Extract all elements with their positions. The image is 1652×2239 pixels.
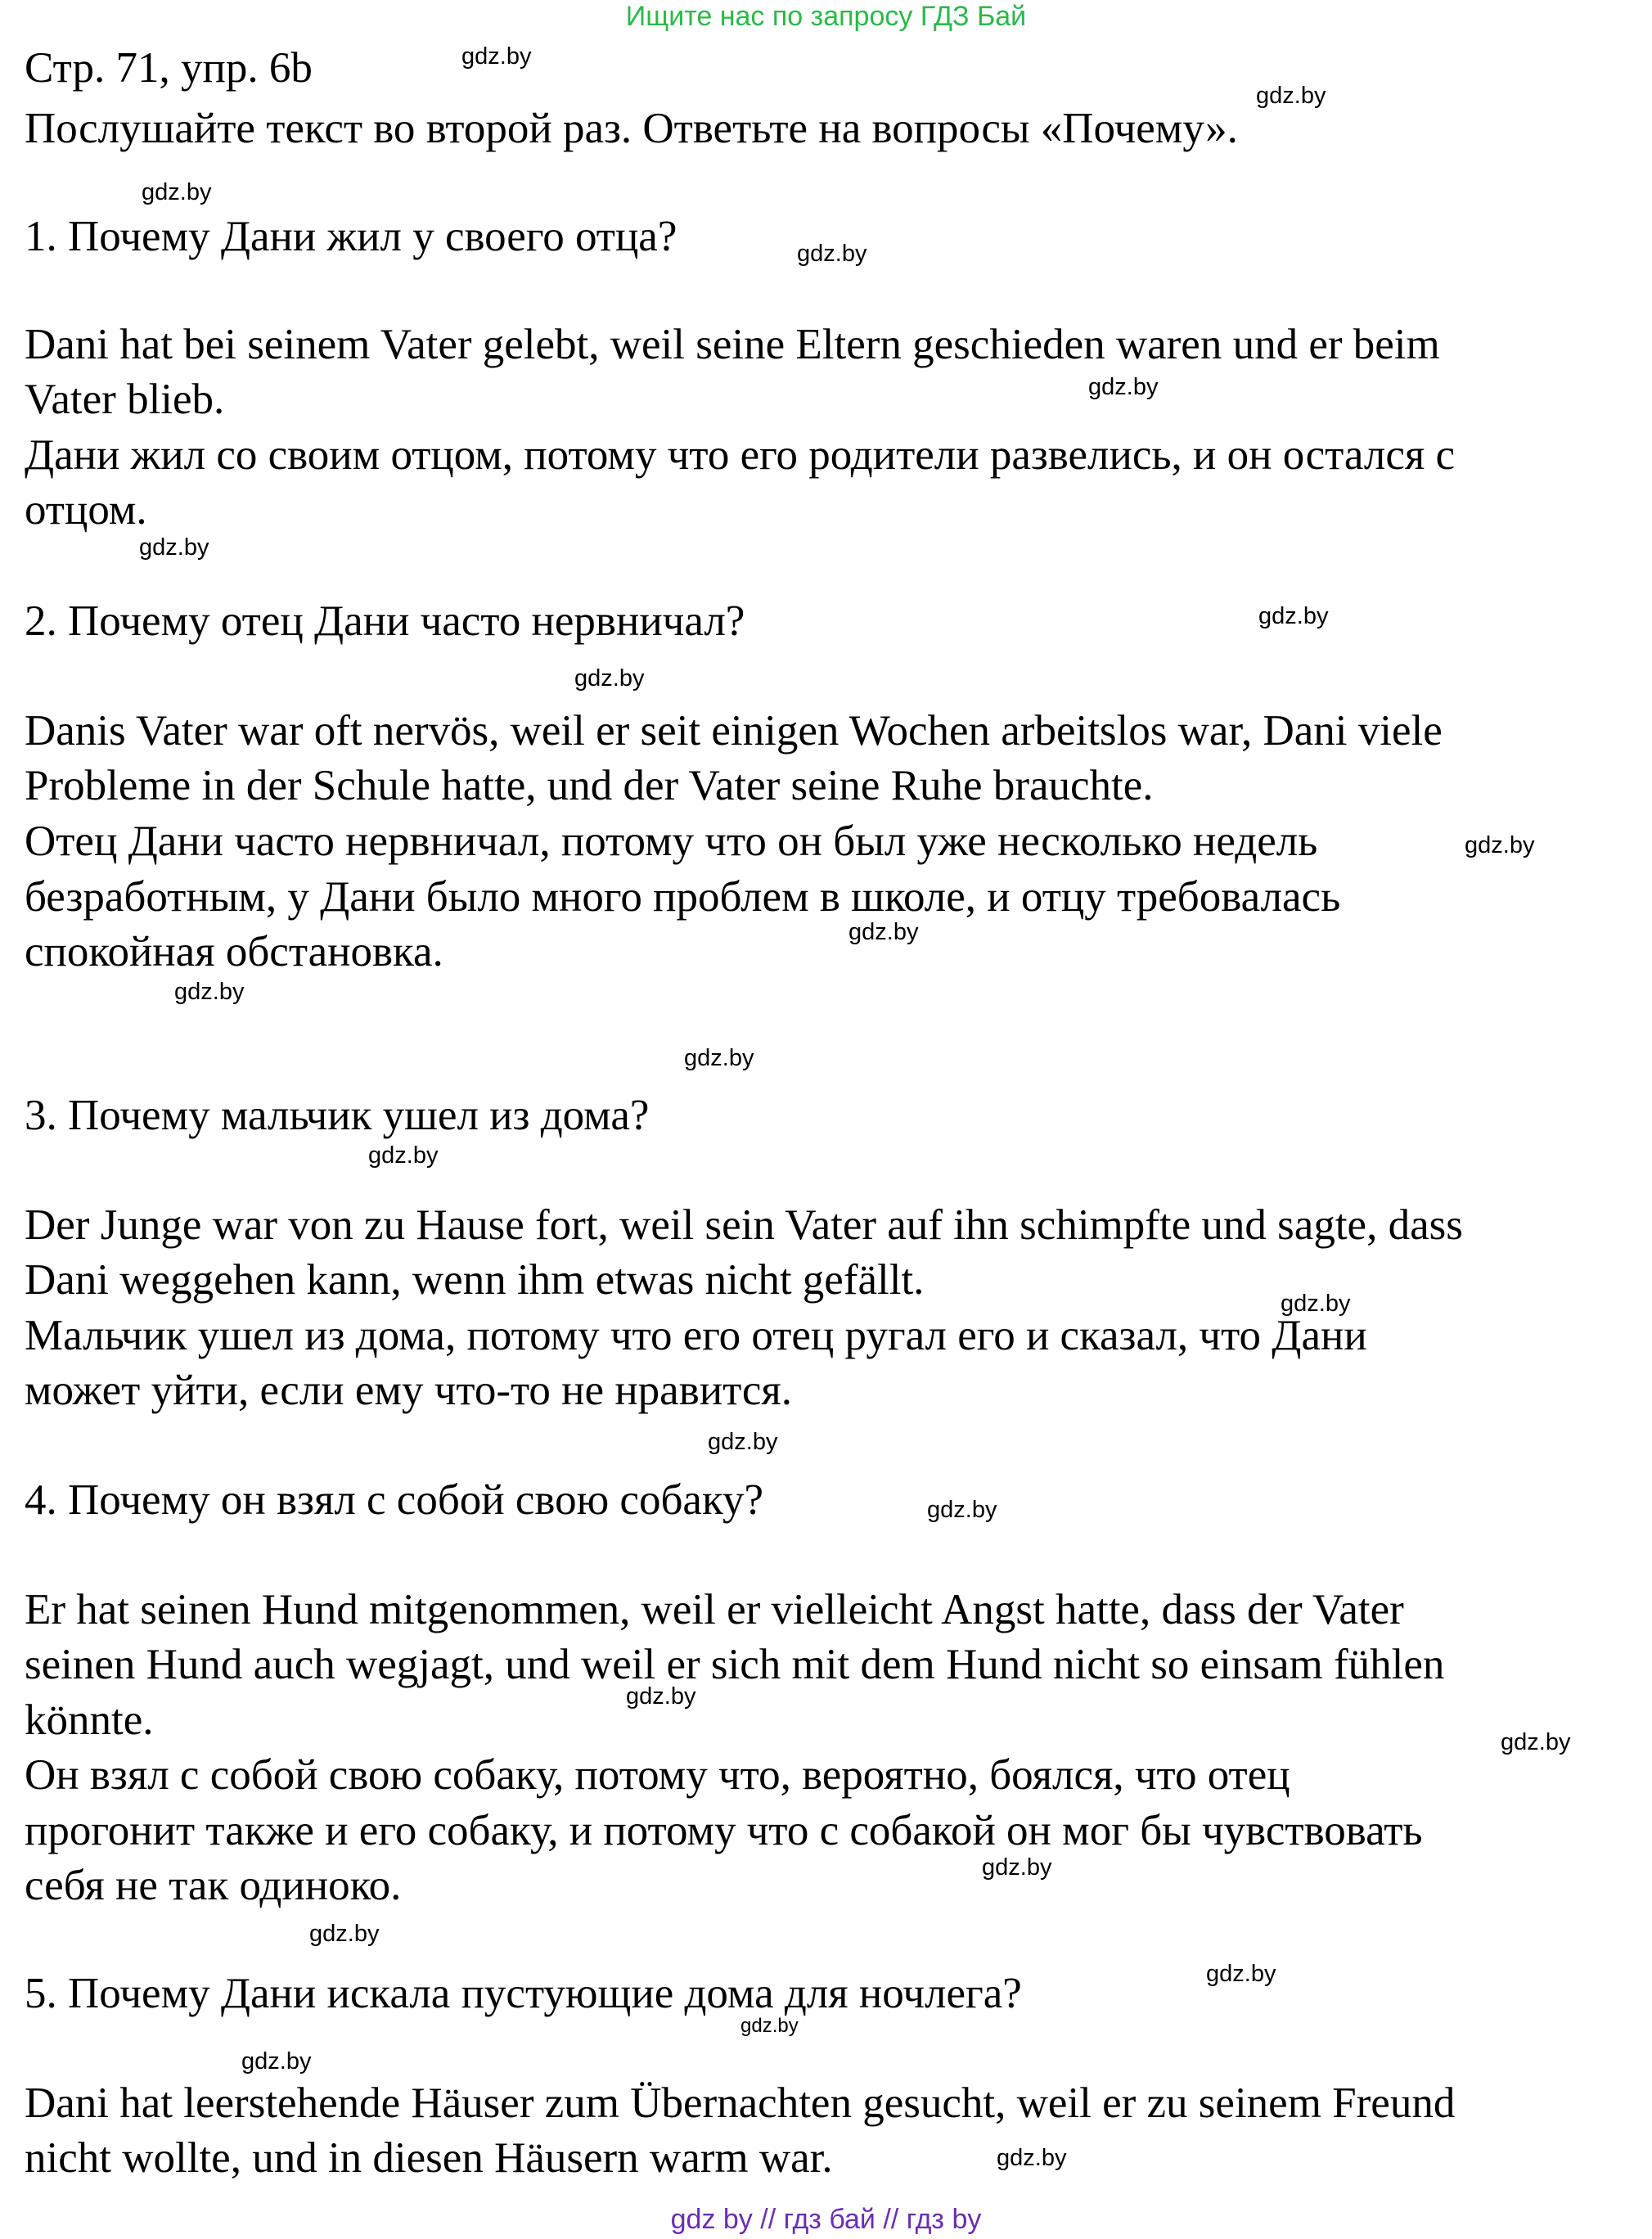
answer-1-ru-line-2: отцом. — [25, 486, 147, 534]
watermark: gdz.by — [982, 1854, 1052, 1881]
exercise-title: Стр. 71, упр. 6b — [25, 44, 313, 92]
answer-3-de-line-1: Der Junge war von zu Hause fort, weil sein Vater auf ihn schimpfte und sagte, dass — [25, 1201, 1463, 1249]
answer-3-ru-line-2: может уйти, если ему что-то не нравится. — [25, 1367, 793, 1414]
question-2: 2. Почему отец Дани часто нервничал? — [25, 597, 745, 645]
answer-2-ru-line-1: Отец Дани часто нервничал, потому что он был уже несколько недель — [25, 818, 1318, 865]
watermark: gdz.by — [997, 2145, 1067, 2171]
answer-1-de-line-1: Dani hat bei seinem Vater gelebt, weil seine Eltern geschieden waren und er beim — [25, 321, 1440, 368]
watermark: gdz.by — [368, 1142, 439, 1169]
footer-links: gdz by // гдз бай // гдз by — [670, 2204, 982, 2235]
task-instruction: Послушайте текст во второй раз. Ответьте на вопросы «Почему». — [25, 105, 1238, 152]
watermark: gdz.by — [1465, 832, 1535, 858]
question-3: 3. Почему мальчик ушел из дома? — [25, 1092, 650, 1139]
question-4: 4. Почему он взял с собой свою собаку? — [25, 1476, 763, 1524]
watermark: gdz.by — [241, 2048, 312, 2075]
question-1: 1. Почему Дани жил у своего отца? — [25, 213, 677, 260]
watermark: gdz.by — [927, 1497, 997, 1523]
answer-2-ru-line-3: спокойная обстановка. — [25, 928, 443, 975]
answer-1-de-line-2: Vater blieb. — [25, 376, 225, 423]
answer-4-de-line-1: Er hat seinen Hund mitgenommen, weil er vielleicht Angst hatte, dass der Vater — [25, 1586, 1404, 1633]
answer-5-de-line-2: nicht wollte, und in diesen Häusern warm war. — [25, 2134, 833, 2182]
answer-2-de-line-1: Danis Vater war oft nervös, weil er seit einigen Wochen arbeitslos war, Dani viele — [25, 707, 1443, 755]
answer-5-de-line-1: Dani hat leerstehende Häuser zum Übernachten gesucht, weil er zu seinem Freund — [25, 2079, 1456, 2127]
watermark: gdz.by — [574, 665, 645, 692]
answer-3-de-line-2: Dani weggehen kann, wenn ihm etwas nicht gefällt. — [25, 1256, 925, 1304]
watermark: gdz.by — [708, 1429, 778, 1455]
watermark: gdz.by — [1088, 374, 1159, 400]
watermark: gdz.by — [139, 534, 209, 561]
question-5: 5. Почему Дани искала пустующие дома для ночлега? — [25, 1970, 1022, 2017]
answer-4-de-line-3: könnte. — [25, 1696, 154, 1744]
answer-2-ru-line-2: безработным, у Дани было много проблем в школе, и отцу требовалась — [25, 873, 1341, 921]
answer-4-ru-line-2: прогонит также и его собаку, и потому что с собакой он мог бы чувствовать — [25, 1807, 1423, 1854]
watermark: gdz.by — [461, 43, 532, 70]
answer-3-ru-line-1: Мальчик ушел из дома, потому что его отец ругал его и сказал, что Дани — [25, 1312, 1367, 1359]
watermark: gdz.by — [740, 2015, 799, 2037]
watermark: gdz.by — [1501, 1729, 1571, 1755]
watermark: gdz.by — [797, 241, 867, 267]
answer-1-ru-line-1: Дани жил со своим отцом, потому что его родители развелись, и он остался с — [25, 431, 1456, 479]
watermark: gdz.by — [684, 1045, 754, 1071]
watermark: gdz.by — [1281, 1291, 1351, 1317]
watermark: gdz.by — [1256, 83, 1326, 109]
answer-4-de-line-2: seinen Hund auch wegjagt, und weil er sich mit dem Hund nicht so einsam fühlen — [25, 1641, 1445, 1688]
watermark: gdz.by — [309, 1921, 380, 1947]
answer-2-de-line-2: Probleme in der Schule hatte, und der Vater seine Ruhe brauchte. — [25, 762, 1154, 809]
watermark: gdz.by — [849, 919, 919, 945]
answer-4-ru-line-3: себя не так одиноко. — [25, 1862, 402, 1909]
watermark: gdz.by — [1206, 1961, 1276, 1987]
watermark: gdz.by — [1258, 603, 1329, 629]
site-banner: Ищите нас по запросу ГДЗ Бай — [625, 1, 1027, 32]
answer-4-ru-line-1: Он взял с собой свою собаку, потому что, вероятно, боялся, что отец — [25, 1751, 1290, 1799]
watermark: gdz.by — [174, 979, 245, 1005]
watermark: gdz.by — [142, 179, 212, 205]
watermark: gdz.by — [626, 1683, 696, 1710]
